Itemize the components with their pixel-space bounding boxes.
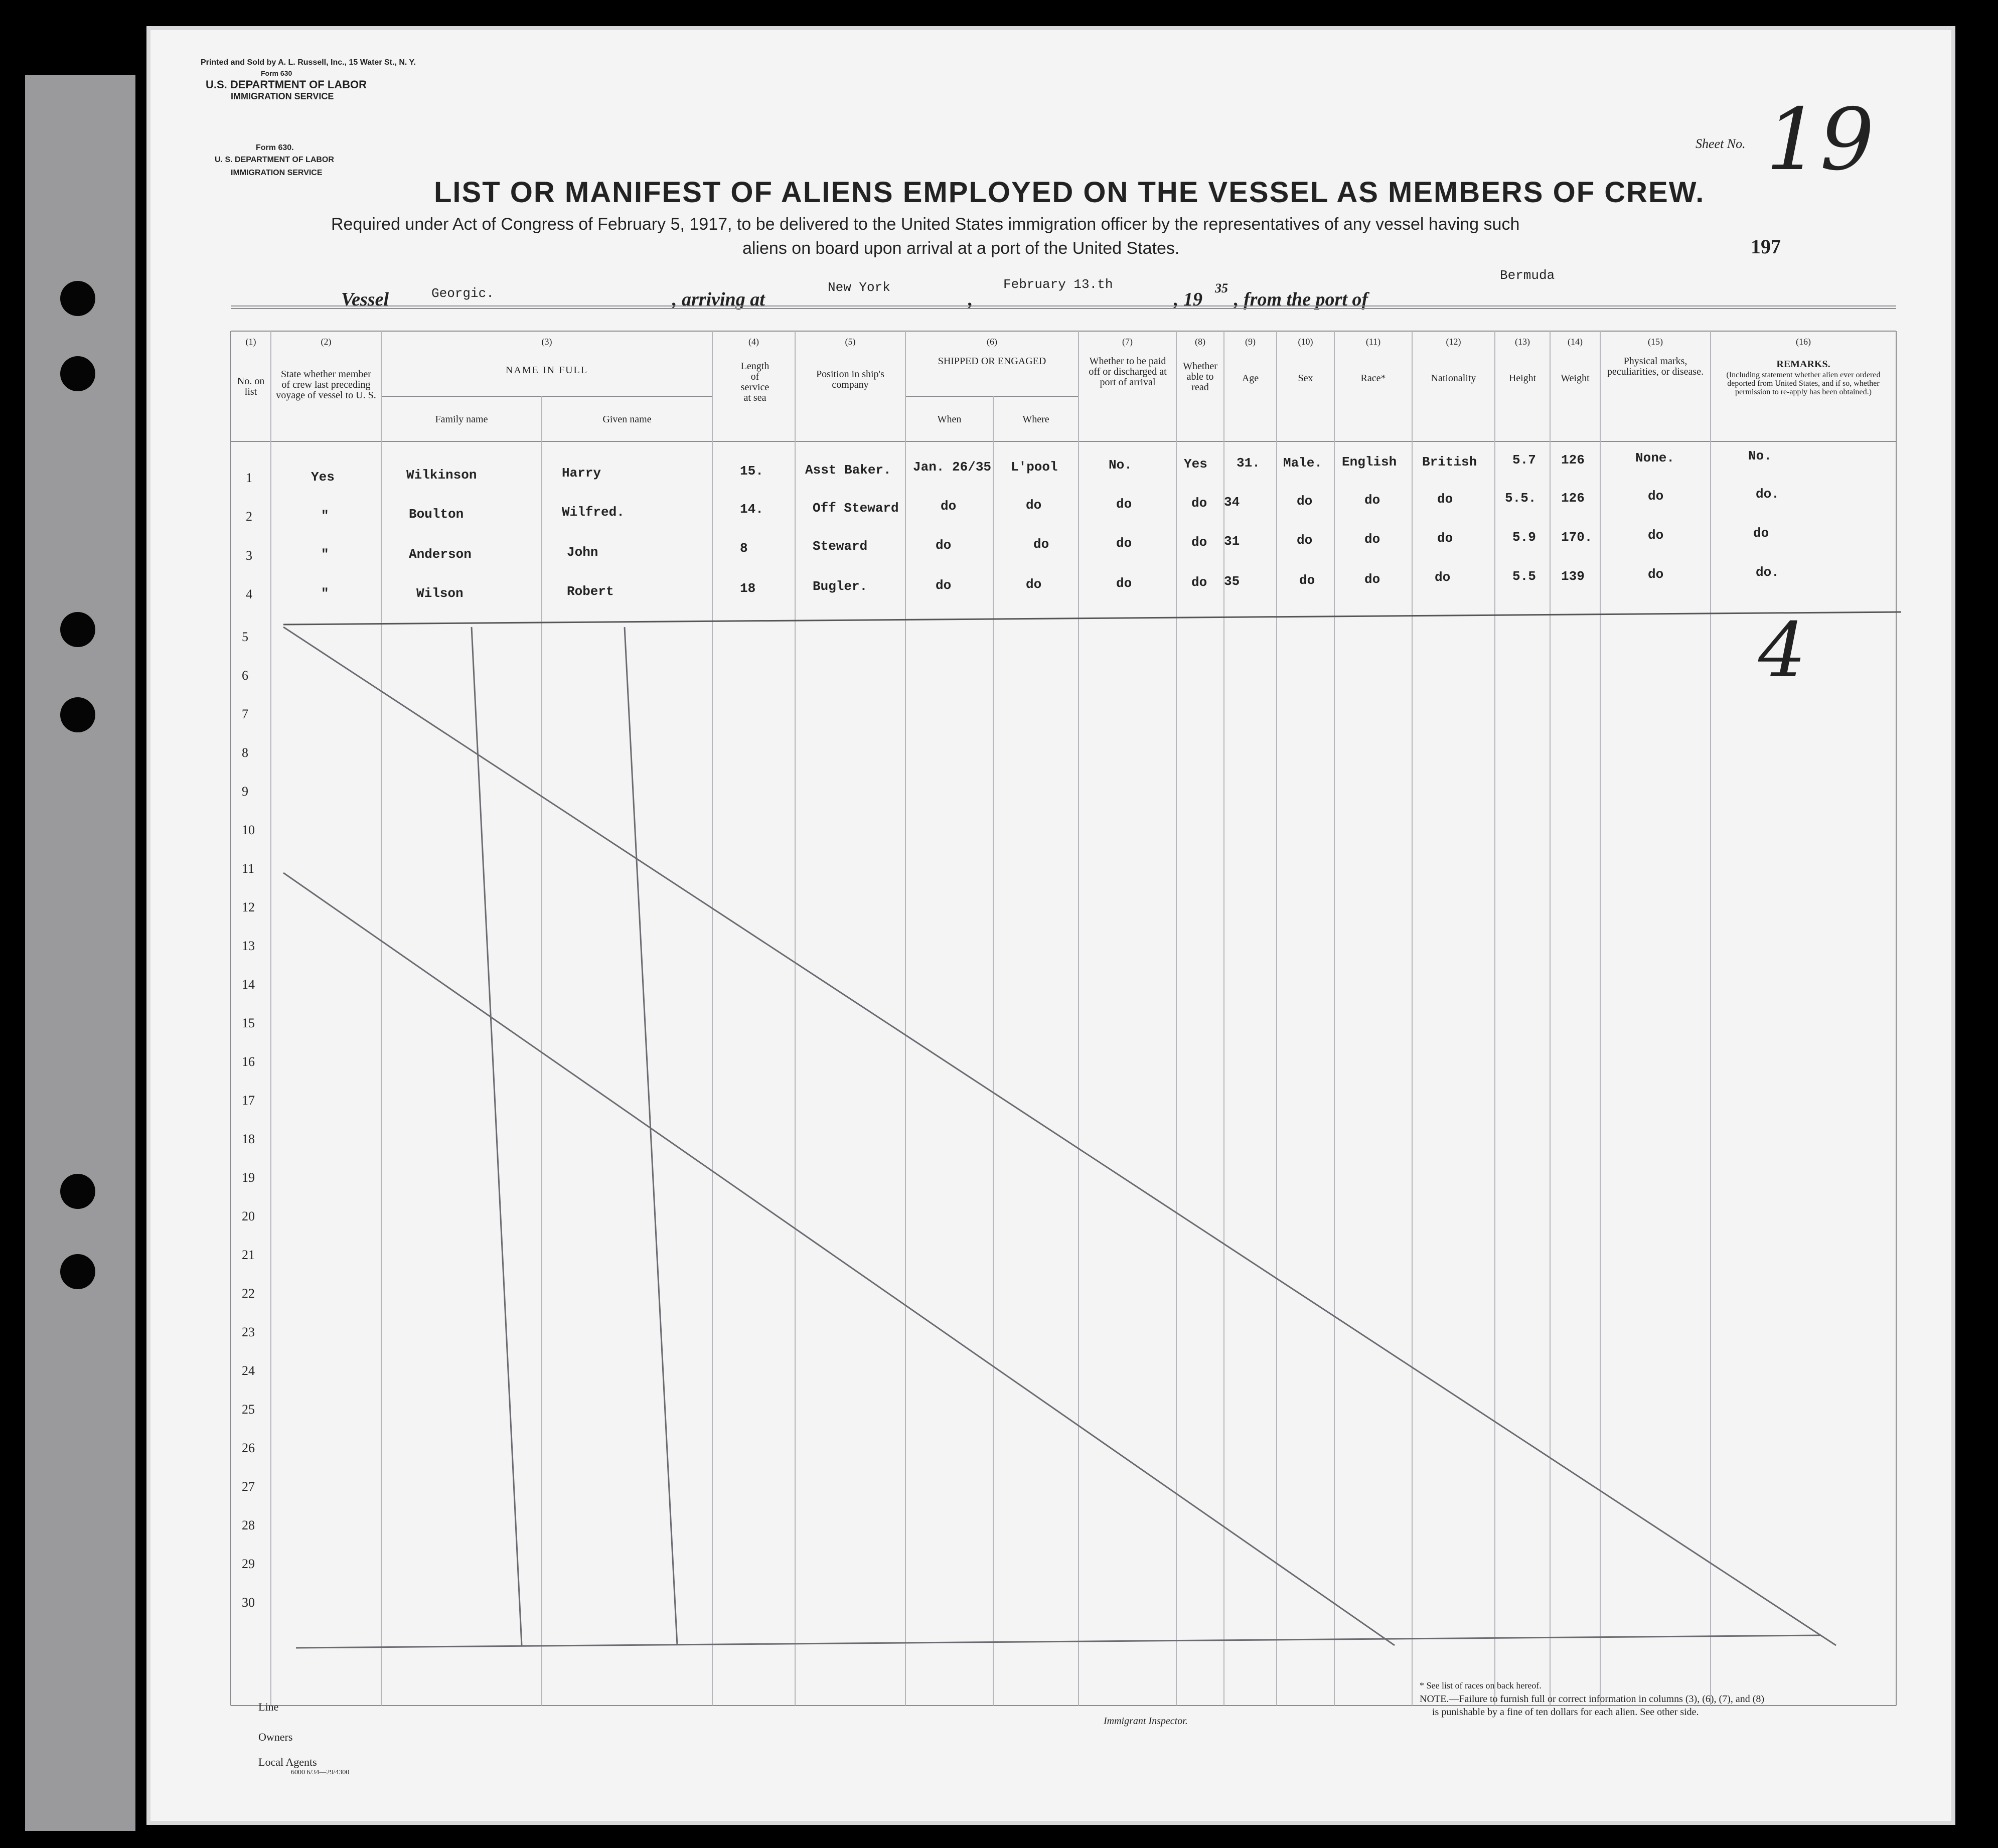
cell-previous-voyage: " [321,508,329,523]
col-header-position: Position in ship's company [816,369,884,390]
cell-family-name: Wilkinson [406,468,477,483]
cell-remarks: do. [1756,487,1779,502]
col-header-name: NAME IN FULL [506,365,588,376]
col-num-4: (4) [748,337,759,347]
line-number: 23 [242,1325,255,1339]
col-header-remarks: REMARKS. [1776,359,1830,370]
col-num-12: (12) [1446,337,1461,347]
cell-service: 15. [740,464,763,479]
binder-hole [60,1174,95,1209]
col-header-weight: Weight [1561,373,1590,384]
cell-sex: do [1297,494,1313,509]
cell-weight: 126 [1561,491,1585,506]
cell-read: do [1191,496,1207,511]
col-header-age: Age [1242,373,1259,384]
cell-race: do [1364,532,1380,547]
col-num-9: (9) [1245,337,1256,347]
arrival-date: February 13.th [1003,277,1113,292]
cell-position: Bugler. [813,579,868,594]
cell-service: 18 [740,581,756,596]
col-num-2: (2) [321,337,332,347]
footer-line-label: Line [258,1701,279,1713]
line-number: 20 [242,1209,255,1223]
cell-sex: do [1297,533,1313,548]
line-number: 8 [242,745,248,760]
handwritten-count: 4 [1758,607,1806,694]
cell-marks: do [1648,528,1664,543]
line-number: 11 [242,861,255,876]
cell-race: English [1342,454,1397,470]
cell-height: 5.9 [1512,530,1536,545]
cell-nationality: do [1435,570,1451,585]
cell-height: 5.5. [1505,491,1536,506]
cell-read: do [1191,535,1207,550]
col-header-nationality: Nationality [1431,373,1476,384]
required-line-2: aliens on board upon arrival at a port of the United States. [742,239,1180,258]
line-number: 26 [242,1441,255,1455]
col-header-when: When [937,414,962,425]
cell-service: 8 [740,541,748,556]
cell-sex: Male. [1283,455,1323,471]
col-num-5: (5) [845,337,856,347]
col-header-where: Where [1022,414,1049,425]
cell-weight: 139 [1561,569,1585,584]
footer-note-line-1: NOTE.—Failure to furnish full or correct information in columns (3), (6), (7), and (8) [1420,1693,1765,1705]
col-num-8: (8) [1195,337,1205,347]
line-number: 12 [242,900,255,914]
col-num-1: (1) [245,337,256,347]
col-header-read: Whether able to read [1183,361,1217,393]
cell-race: do [1364,572,1380,587]
cell-nationality: do [1437,531,1453,546]
department-left: U. S. DEPARTMENT OF LABOR [215,156,334,164]
cell-family-name: Anderson [409,547,472,562]
col-header-given-name: Given name [602,414,652,425]
footer-print-code: 6000 6/34—29/4300 [291,1769,350,1776]
form-number-left: Form 630. [256,143,294,152]
cell-nationality: do [1437,492,1453,507]
col-header-remarks-note: (Including statement whether alien ever ordered deported from United States, and if so, whether permission to re-apply has been obtained.) [1726,371,1881,396]
col-header-previous-voyage: State whether member of crew last preceding voyage of vessel to U. S. [276,369,376,401]
cell-when: do [936,538,952,553]
cell-paid: do [1116,536,1132,551]
row-number: 4 [246,587,252,601]
cell-marks: do [1648,567,1664,582]
year-suffix: 35 [1215,281,1228,295]
line-number: 5 [242,630,248,644]
cell-where: do [1026,577,1042,592]
cell-given-name: Wilfred. [562,505,625,520]
arriving-label: , arriving at [672,289,765,310]
cell-position: Asst Baker. [805,463,891,478]
line-number: 13 [242,939,255,953]
vessel-label: Vessel [341,289,389,310]
cell-age: 35 [1224,574,1240,589]
cell-service: 14. [740,502,763,517]
line-number: 27 [242,1479,255,1494]
arriving-port: New York [828,280,890,295]
binder-hole [60,1254,95,1289]
line-number: 16 [242,1054,255,1069]
cell-where: do [1033,537,1049,552]
cell-given-name: Harry [562,466,601,481]
manifest-grid [150,30,1951,1821]
col-header-service: Length of service at sea [740,361,770,403]
cell-race: do [1364,493,1380,508]
col-num-7: (7) [1122,337,1133,347]
cell-where: L'pool [1011,459,1058,475]
cell-paid: No. [1109,457,1132,473]
cell-weight: 126 [1561,452,1585,468]
binder-hole [60,281,95,316]
footer-agents-label: Local Agents [258,1756,317,1768]
cell-previous-voyage: Yes [311,470,335,485]
col-num-15: (15) [1648,337,1663,347]
col-header-physical-marks: Physical marks, peculiarities, or disease. [1607,356,1704,377]
cell-previous-voyage: " [321,547,329,562]
col-header-paid-off: Whether to be paid off or discharged at port of arrival [1089,356,1167,388]
cell-given-name: Robert [567,584,614,599]
line-number: 18 [242,1132,255,1146]
col-num-3: (3) [541,337,552,347]
line-number: 9 [242,784,248,799]
line-number: 24 [242,1363,255,1378]
date-comma: , [968,289,973,310]
col-num-13: (13) [1515,337,1530,347]
cell-paid: do [1116,576,1132,591]
cell-family-name: Wilson [416,586,464,601]
col-header-sex: Sex [1298,373,1313,384]
cell-age: 31. [1237,455,1260,471]
col-num-10: (10) [1298,337,1313,347]
year-prefix: , 19 [1174,289,1202,310]
cell-nationality: British [1422,454,1477,470]
row-number: 3 [246,548,252,563]
footer-note-line-2: is punishable by a fine of ten dollars for each alien. See other side. [1432,1707,1699,1718]
page-title: LIST OR MANIFEST OF ALIENS EMPLOYED ON THE VESSEL AS MEMBERS OF CREW. [434,176,1705,209]
footer-note-race: * See list of races on back hereof. [1420,1680,1542,1690]
manifest-page [150,30,1951,1821]
cell-marks: None. [1635,450,1675,466]
line-number: 7 [242,707,248,721]
cell-read: Yes [1184,456,1207,472]
cell-remarks: do. [1756,565,1779,580]
cell-previous-voyage: " [321,586,329,601]
line-number: 28 [242,1518,255,1532]
col-num-11: (11) [1365,337,1381,347]
cell-paid: do [1116,497,1132,512]
vessel-name: Georgic. [431,286,494,301]
line-number: 14 [242,977,255,992]
line-number: 30 [242,1595,255,1610]
col-header-family-name: Family name [435,414,488,425]
col-num-6: (6) [987,337,997,347]
service-top: IMMIGRATION SERVICE [231,91,334,101]
binder-hole [60,697,95,732]
line-number: 17 [242,1093,255,1108]
cell-given-name: John [567,545,598,560]
cell-remarks: No. [1748,448,1772,464]
line-number: 6 [242,668,248,683]
cell-position: Off Steward [813,501,899,516]
line-number: 10 [242,823,255,837]
cell-family-name: Boulton [409,507,464,522]
cell-when: Jan. 26/35 [913,459,992,475]
department-top: U.S. DEPARTMENT OF LABOR [206,78,367,91]
row-number: 2 [246,509,252,524]
binder-hole [60,356,95,391]
required-line-1: Required under Act of Congress of February 5, 1917, to be delivered to the United States immigration officer by the representatives of any vessel having such [331,215,1520,234]
form-number-top: Form 630 [261,69,292,77]
cell-read: do [1191,575,1207,590]
stamp-number: 197 [1751,235,1781,258]
service-left: IMMIGRATION SERVICE [231,169,323,177]
cell-age: 31 [1224,534,1240,549]
col-header-no: No. on list [237,376,265,397]
from-port-label: , from the port of [1234,289,1368,310]
cell-when: do [936,578,952,593]
line-number: 21 [242,1248,255,1262]
col-num-14: (14) [1568,337,1583,347]
cell-when: do [941,499,957,514]
sheet-number: 19 [1766,90,1875,190]
cell-height: 5.7 [1512,452,1536,468]
cell-remarks: do [1753,526,1769,541]
cell-height: 5.5 [1512,569,1536,584]
cell-where: do [1026,498,1042,513]
cell-position: Steward [813,539,868,554]
col-header-shipped: SHIPPED OR ENGAGED [938,356,1046,367]
printer-line: Printed and Sold by A. L. Russell, Inc., 15 Water St., N. Y. [201,58,416,67]
cell-age: 34 [1224,495,1240,510]
cell-sex: do [1299,573,1315,588]
line-number: 19 [242,1170,255,1185]
row-number: 1 [246,471,252,485]
cell-marks: do [1648,489,1664,504]
col-num-16: (16) [1796,337,1811,347]
col-header-height: Height [1508,373,1536,384]
line-number-list [242,630,272,1634]
binder-strip [25,75,135,1831]
line-number: 25 [242,1402,255,1417]
line-number: 29 [242,1557,255,1571]
from-port: Bermuda [1500,268,1555,283]
sheet-label: Sheet No. [1696,136,1746,151]
line-number: 15 [242,1016,255,1030]
line-number: 22 [242,1286,255,1301]
footer-owners-label: Owners [258,1731,293,1743]
binder-hole [60,612,95,647]
col-header-race: Race* [1360,373,1386,384]
cell-weight: 170. [1561,530,1593,545]
footer-inspector-label: Immigrant Inspector. [1104,1716,1188,1727]
